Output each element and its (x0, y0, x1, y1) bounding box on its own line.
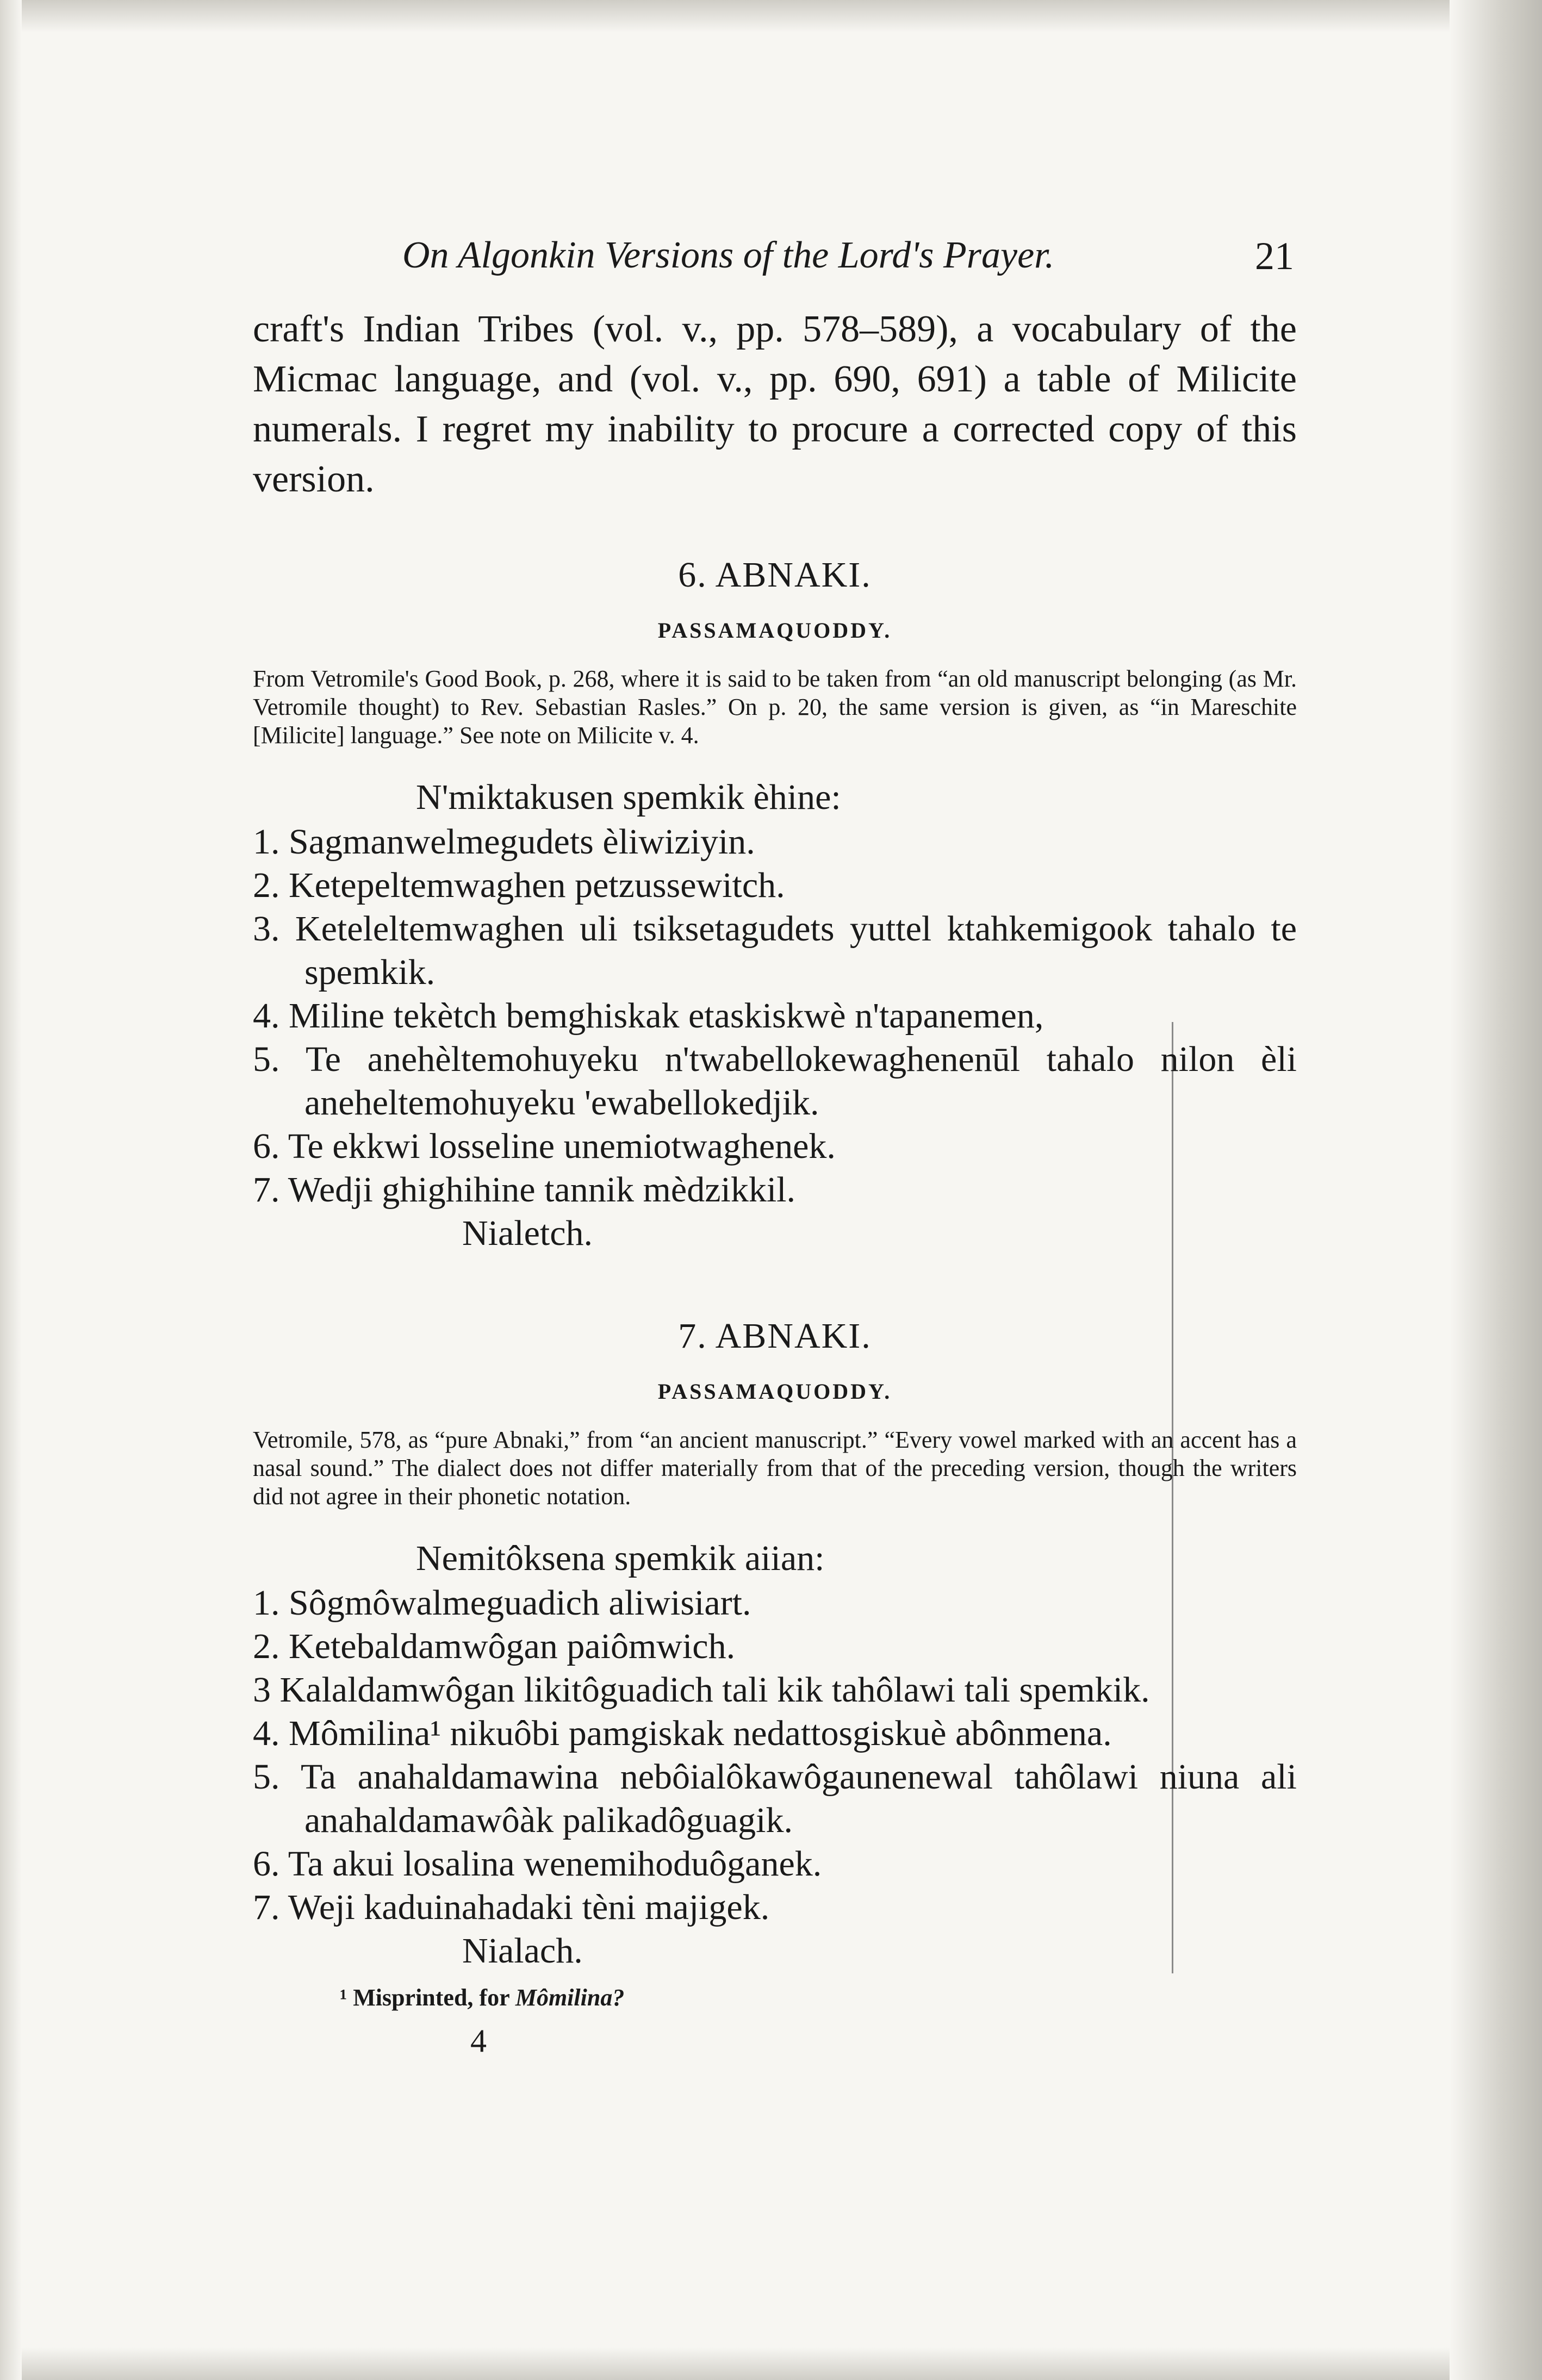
intro-paragraph: craft's Indian Tribes (vol. v., pp. 578–589), a vocabulary of the Micmac language, and (vol. v., pp. 690, 691) a table of Milicite numerals. I regret my inability to procure a corrected copy of this version. (253, 308, 1297, 500)
footnote-text: Misprinted, for (353, 1984, 515, 2011)
page-edge-right (1450, 0, 1542, 2380)
prayer-line: 5. Ta anahaldamawina nebôialôkawôgaunenewal tahôlawi niuna ali anahaldamawôàk palikadôguagik. (253, 1757, 1297, 1840)
footnote-mark: ¹ (340, 1984, 347, 2011)
section-7-amen: Nialach. (462, 1931, 583, 1971)
section-6 (253, 554, 1297, 1255)
page-edge-left (0, 0, 22, 2380)
prayer-line: 3 Kalaldamwôgan likitôguadich tali kik tahôlawi tali spemkik. (253, 1670, 1150, 1710)
prayer-line: 4. Miline tekètch bemghiskak etaskiskwè n'tapanemen, (253, 996, 1044, 1036)
prayer-line: 4. Mômilina¹ nikuôbi pamgiskak nedattosgiskuè abônmena. (253, 1714, 1112, 1753)
page-edge-top (0, 0, 1542, 33)
section-7-prayer-title: Nemitôksena spemkik aiian: (416, 1538, 825, 1578)
section-7-title: 7. ABNAKI. (678, 1316, 872, 1356)
section-6-title: 6. ABNAKI. (678, 555, 872, 595)
section-6-note: From Vetromile's Good Book, p. 268, where it is said to be taken from “an old manuscript belonging (as Mr. Vetromile thought) to Rev. Sebastian Rasles.” On p. 20, the same version is given, as “in Mareschite [Milicite] language.” See note on Milicite v. 4. (253, 665, 1297, 749)
intro-block (253, 304, 1297, 504)
prayer-line: 2. Ketebaldamwôgan paiômwich. (253, 1627, 736, 1666)
section-7-subtitle: PASSAMAQUODDY. (657, 1379, 892, 1404)
prayer-line: 2. Ketepeltemwaghen petzussewitch. (253, 865, 785, 905)
page-number: 21 (1255, 234, 1294, 278)
prayer-line: 3. Keteleltemwaghen uli tsiksetagudets yuttel ktahkemigook tahalo te spemkik. (253, 909, 1297, 992)
prayer-line: 5. Te anehèltemohuyeku n'twabellokewaghenenūl tahalo nilon èli aneheltemohuyeku 'ewabellokedjik. (253, 1039, 1297, 1123)
prayer-line: 7. Wedji ghighihine tannik mèdzikkil. (253, 1170, 795, 1210)
footnote (253, 1984, 1297, 2011)
section-6-subtitle: PASSAMAQUODDY. (657, 618, 892, 643)
section-6-amen: Nialetch. (462, 1213, 593, 1253)
prayer-line: 6. Te ekkwi losseline unemiotwaghenek. (253, 1126, 836, 1166)
prayer-line: 1. Sôgmôwalmeguadich aliwisiart. (253, 1583, 751, 1623)
page-edge-bottom (0, 2347, 1542, 2380)
prayer-line: 7. Weji kaduinahadaki tèni majigek. (253, 1887, 770, 1927)
section-7-prayer-lines (253, 1581, 1297, 1929)
footnote-italic: Mômilina? (515, 1984, 625, 2011)
signature-mark: 4 (470, 2023, 487, 2059)
running-header (402, 234, 1294, 299)
prayer-line: 6. Ta akui losalina wenemihoduôganek. (253, 1844, 822, 1884)
running-title: On Algonkin Versions of the Lord's Prayer. (402, 234, 1055, 276)
section-7 (253, 1316, 1297, 2060)
prayer-line: 1. Sagmanwelmegudets èliwiziyin. (253, 822, 755, 862)
section-7-note: Vetromile, 578, as “pure Abnaki,” from “an ancient manuscript.” “Every vowel marked with an accent has a nasal sound.” The dialect does not differ materially from that of the preceding version, though the writers did not agree in their phonetic notation. (253, 1426, 1297, 1510)
section-6-prayer-lines (253, 820, 1297, 1212)
section-6-prayer-title: N'miktakusen spemkik èhine: (416, 777, 841, 817)
